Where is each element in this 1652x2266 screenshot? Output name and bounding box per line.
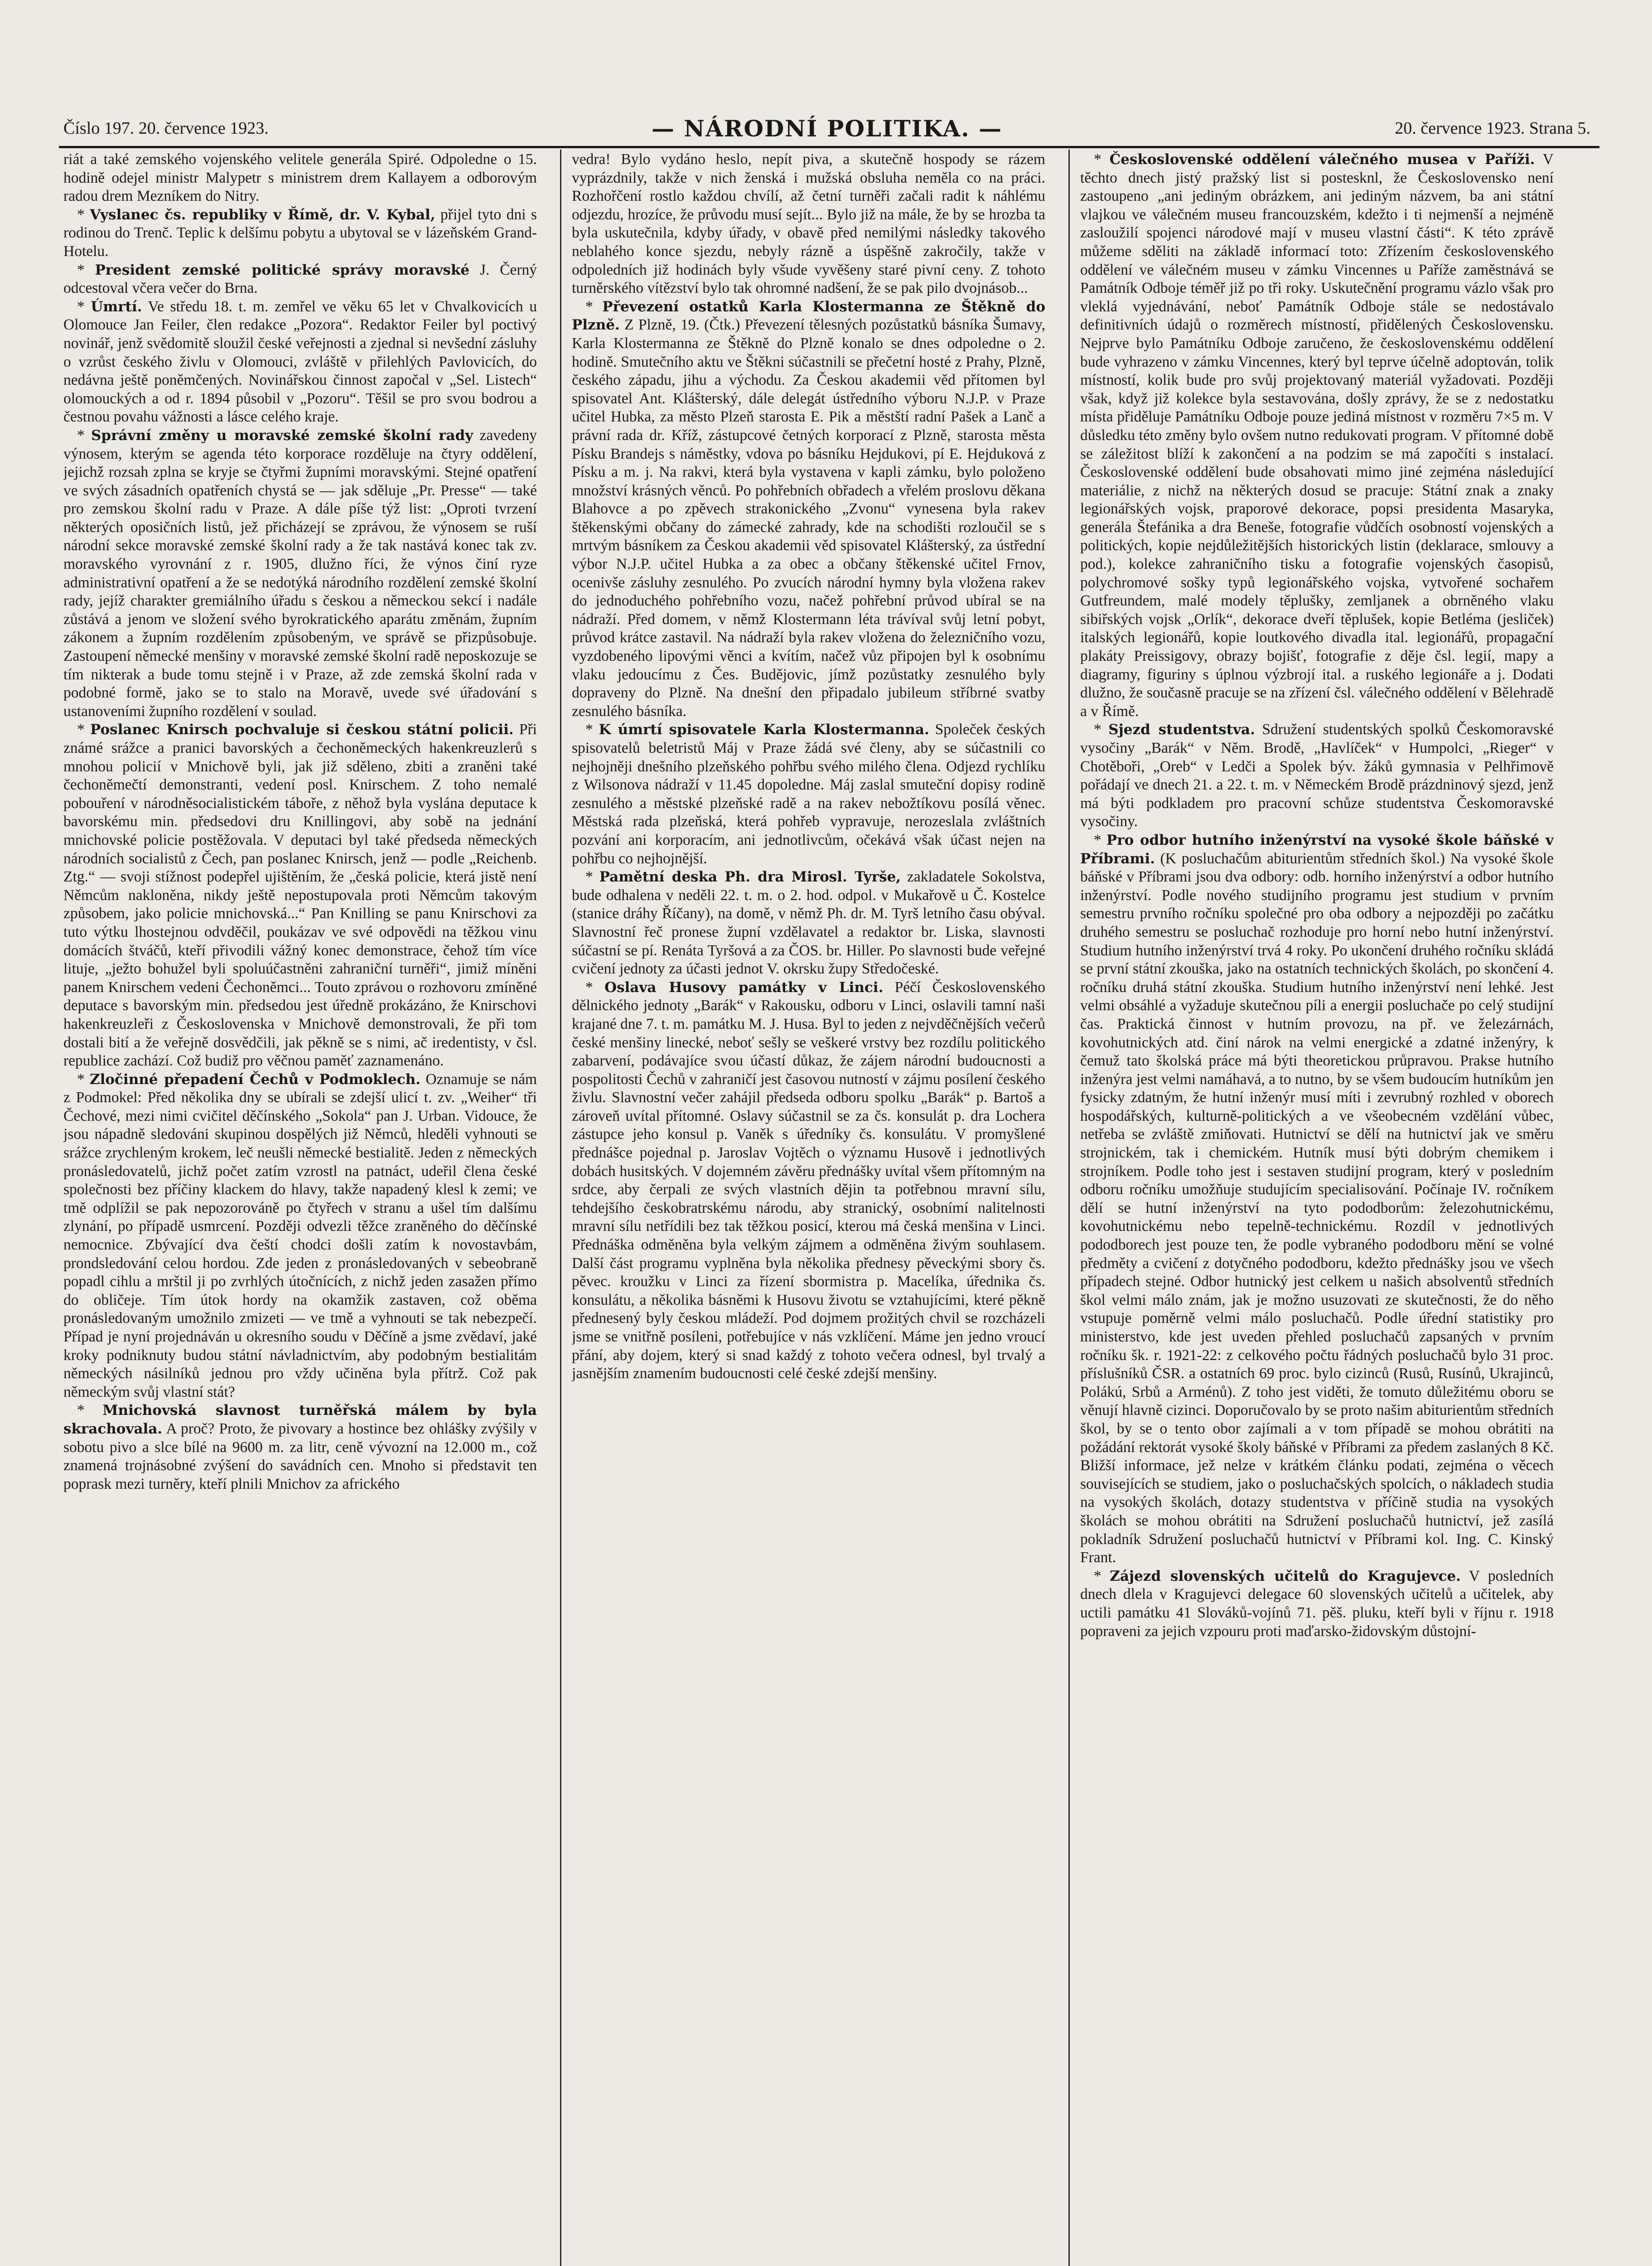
article-paragraph: * Správní změny u moravské zemské školní rady zavedeny výnosem, kterým se agenda této korporace rozděluje na čtyry oddělení, jejichž rozsah zplna se kryje se čtyřmi župními moravskými. Stejné opatření ve svých zásadních opatřeních chystá se — jak sděluje „Pr. Presse“ — také pro zemskou školní radu v Praze. A dále píše týž list: „Oproti tvrzení některých oposičních listů, jež přicházejí se zprávou, že výnosem se ruší národní sekce moravské zemské školní rady a že tak nastává konec tak zv. moravského vyrovnání z r. 1905, dlužno říci, že výnos činí ryze administrativní opatření a že se nedotýká národního rozdělení zemské školní rady, jejíž charakter gremiálního úřadu s českou a německou sekcí i nadále zůstává a jenom ve složení svého byrokratického aparátu změnám, župním zákonem a župním rozdělením způsobeným, ve správě se přizpůsobuje. Zastoupení německé menšiny v moravské zemské školní radě neposkozuje se tím nikterak a bude tomu stejně i v Praze, až zde zemská školní rada v podobné formě, jako se to stalo na Moravě, uvede své úřadování s ustanoveními župního rozdělení v soulad. — [63, 426, 537, 720]
article-headline: Zájezd slovenských učitelů do Kragujevce. — [1110, 1568, 1461, 1584]
article-body: (K posluchačům abiturientům středních škol.) Na vysoké škole báňské v Příbrami jsou dva odbory: odb. horního inženýrství a odbor hutního inženýrství. Podle nového studijního programu jest studium v prvním semestru prvního ročníku společné pro oba odbory a nejpozději po začátku druhého semestru se posluchač rozhoduje pro horní nebo hutní inženýrství. Studium hutního inženýrství trvá 4 roky. Po ukončení druhého ročníku skládá se první státní zkouška, jako na ostatních technických školách, po skončení 4. ročníku druhá státní zkouška. Studium hutního inženýrství není lehké. Jest velmi obsáhlé a vyžaduje skutečnou píli a energii posluchače po celý studijní čas. Praktická činnost v hutním provozu, na př. ve železárnách, kovohutnických atd. činí nárok na velmi energické a zdatné inženýry, k čemuž tato školská práce má býti theoretickou průpravou. Prakse hutního inženýra jest velmi namáhavá, a to nutno, by se všem budoucím hutníkům jen fysicky zdatným, že hutní inženýr musí míti i zevrubný rozhled v oborech hospodářských, kulturně-politických a ve všeobecném vzdělání vůbec, netřeba se zvláště zmiňovati. Hutnictví se dělí na hutnictví jak ve směru strojnickém, tak i chemickém. Hutník musí býti dobrým chemikem i strojníkem. Podle toho jest i sestaven studijní program, který v posledním odboru ročníku umožňuje studujícím specialisování. Počínaje IV. ročníkem dělí se hutní inženýrství na tyto pododborům: železohutnickému, kovohutnickému nebo tepelně-technickému. Rozdíl v jednotlivých pododborech jest pouze ten, že podle vybraného pododboru mění se volné předměty a cvičení z dotyčného pododboru, kdežto přednášky jsou ve všech případech stejné. Odbor hutnický jest celkem u našich absolventů středních škol velmi málo znám, jak je možno usuzovati ze skutečnosti, že do něho vstupuje poměrně velmi málo posluchačů. Podle úřední statistiky pro ministerstvo, kde jest uveden přehled posluchačů zapsaných v prvním ročníku šk. r. 1921-22: z celkového počtu řádných posluchačů bylo 31 proc. příslušníků ČSR. a ostatních 69 proc. bylo cizinců (Rusů, Rusínů, Ukrajinců, Polákú, Srbů a Arménů). Z toho jest viděti, že tomuto důležitému oboru se věnují hlavně cizinci. Doporučovalo by se proto našim abiturientům středních škol, by se o tento obor zajímali a v tom případě se mohou obrátiti na požádání rektorát vysoké školy báňské v Příbrami za předem zaslaných 8 Kč. Bližší informace, jež nelze v krátkém článku podati, zejména o věcech souvisejících se studiem, jako o posluchačských spolcích, o nákladech studia na vysokých školách, dotazy studentstva v příčině studia na vysokých školách se mohou obrátiti na Sdružení posluchačů hutnictví, jež zasílá pokladník Sdružení posluchačů hutnictví v Příbrami kol. Ing. C. Kinský Frant. — [1080, 850, 1554, 1566]
article-paragraph: * Zločinné přepadení Čechů v Podmoklech. Oznamuje se nám z Podmokel: Před několika dny se ubírali se zdejší ulicí t. zv. „Weiher“ tři Čechové, mezi nimi cvičitel děčínského „Sokola“ pan J. Urban. Vidouce, že jsou nápadně sledováni skupinou dospělých již Němců, hleděli vyhnouti se srážce zrychleným krokem, leč neušli německé bestialitě. Jeden z německých pronásledovatelů, jichž počet zatím vzrostl na patnáct, udeřil člena české společnosti bez příčiny klackem do hlavy, takže napadený klesl k zemi; ve tmě odplížil se pak nepozorováně po čtyřech v stranu a ušel tím dalšímu zlynání, po případě usmrcení. Později odvezli těžce zraněného do děčínské nemocnice. Zbývající dva čeští chodci došli zatím k novostavbám, prondsledování celou hordou. Zde jeden z pronásledovaných v sebeobraně popadl cihlu a mrštil ji po zvrhlých útočnících, z nichž jeden zasažen přímo do obličeje. Tím útok hordy na okamžik zastaven, což oběma pronásledovaným umožnilo zmizeti — ve tmě a vyhnouti se tak nebezpečí. Případ je nyní projednáván u okresního soudu v Děčíně a jsme zvědaví, jaké kroky podniknuty budou státní návladnictvím, aby podobným bestialitám německých násilníků jednou pro vždy učiněna byla přítrž. Což pak německým svůj vlastní stát? — [63, 1070, 537, 1400]
column-3 — [1080, 150, 1554, 2266]
article-paragraph: * Oslava Husovy památky v Linci. Péčí Československého dělnického jednoty „Barák“ v Rakousku, odboru v Linci, oslavili tamní naši krajané dne 7. t. m. památku M. J. Husa. Byl to jeden z nejvděčnějších večerů české menšiny linecké, neboť sešly se veškeré vrstvy bez rozdílu politického zabarvení, podávajíce svou účastí důkaz, že zájem národní budoucnosti a pospolitosti Čechů v zahraničí jest časovou nutností v zájmu posílení českého živlu. Slavnostní večer zahájil předseda odboru spolku „Barák“ p. Bartoš a zároveň uvítal přítomné. Oslavy súčastnil se za čs. konsulát p. dra Lochera zástupce jeho konsul p. Vaněk s úředníky čs. konsulátu. V promyšlené přednášce pojednal p. Jaroslav Vojtěch o významu Husově i jednotlivých dobách husitských. V dojemném závěru přednášky uvítal všem přítomným na srdce, aby čerpali ze svých vlastních dějin ta potřebnou mravní sílu, tehdejšího českobratrskému národu, aby stranický, osobnímí nalitelnosti mravní sílu netřídili bez tak těžkou posicí, kterou má česká menšina v Linci. Přednáška odměněna byla velkým zájmem a odměněna živým souhlasem. Další část programu vyplněna byla několika přednesy pěveckými sbory čs. pěvec. kroužku v Linci za řízení sbormistra p. Macelíka, úřednika čs. konsulátu, a několika básněmi k Husovu životu se vztahujícími, které pěkně přednesený byly českou mládeží. Pod dojmem prožitých chvil se rozcházeli jsme se vnitřně posíleni, potřebujíce v nás vzklíčení. Máme jen jedno vroucí přání, aby dojem, který si snad každý z tohoto večera odnesl, byl trvalý a jasnějším znamením budoucnosti celé české zdejší menšiny. — [572, 978, 1045, 1382]
article-headline: Sjezd studentstva. — [1108, 721, 1255, 738]
article-body: Společek českých spisovatelů beletristů Máj v Praze žádá své členy, aby se súčastnili co nejhojněji dnešního plzeňského pohřbu svého milého člena. Odjezd rychlíku z Wilsonova nádraží v 11.45 dopoledne. Máj zaslal smuteční dopisy rodině zesnulého a městské plzeňské radě a na rakev nebožtíkovu posílá věnec. Městská rada plzeňská, která pohřeb vypravuje, nerozeslala zvláštních pozvání ani korporacím, ani jednotlivcům, očekává však účast nejen na pohřbu co nejhojnější. — [572, 721, 1045, 867]
article-paragraph — [63, 150, 537, 206]
article-headline: Vyslanec čs. republiky v Římě, dr. V. Kybal, — [90, 206, 435, 223]
article-body: Péčí Československého dělnického jednoty „Barák“ v Rakousku, odboru v Linci, oslavili tamní naši krajané dne 7. t. m. památku M. J. Husa. Byl to jeden z nejvděčnějších večerů české menšiny linecké, neboť sešly se veškeré vrstvy bez rozdílu politického zabarvení, podávajíce svou účastí důkaz, že zájem národní budoucnosti a pospolitosti Čechů v zahraničí jest časovou nutností v zájmu posílení českého živlu. Slavnostní večer zahájil předseda odboru spolku „Barák“ p. Bartoš a zároveň uvítal přítomné. Oslavy súčastnil se za čs. konsulát p. dra Lochera zástupce jeho konsul p. Vaněk s úředníky čs. konsulátu. V promyšlené přednášce pojednal p. Jaroslav Vojtěch o významu Husově i jednotlivých dobách husitských. V dojemném závěru přednášky uvítal všem přítomným na srdce, aby čerpali ze svých vlastních dějin ta potřebnou mravní sílu, tehdejšího českobratrskému národu, aby stranický, osobnímí nalitelnosti mravní sílu netřídili bez tak těžkou posicí, kterou má česká menšina v Linci. Přednáška odměněna byla velkým zájmem a odměněna živým souhlasem. Další část programu vyplněna byla několika přednesy pěveckými sbory čs. pěvec. kroužku v Linci za řízení sbormistra p. Macelíka, úřednika čs. konsulátu, a několika básněmi k Husovu životu se vztahujícími, které pěkně přednesený byly českou mládeží. Pod dojmem prožitých chvil se rozcházeli jsme se vnitřně posíleni, potřebujíce v nás vzklíčení. Máme jen jedno vroucí přání, aby dojem, který si snad každý z tohoto večera odnesl, byl trvalý a jasnějším znamením budoucnosti celé české zdejší menšiny. — [572, 978, 1045, 1382]
article-headline: Poslanec Knirsch pochvaluje si českou státní policii. — [90, 721, 514, 738]
article-body: J. Černý odcestoval včera večer do Brna. — [63, 261, 537, 297]
article-body: Sdružení studentských spolků Českomoravské vysočiny „Barák“ v Něm. Brodě, „Havlíček“ v Humpolci, „Rieger“ v Chotěboři, „Oreb“ v Ledči a Spolek býv. žáků gymnasia v Pelhřimově pořádají ve dnech 21. a 22. t. m. v Německém Brodě prázdninový sjezd, jenž má býti podkladem pro pracovní schůze studentstva Českomoravské vysočiny. — [1080, 721, 1554, 830]
article-paragraph: * Sjezd studentstva. Sdružení studentských spolků Českomoravské vysočiny „Barák“ v Něm. Brodě, „Havlíček“ v Humpolci, „Rieger“ v Chotěboři, „Oreb“ v Ledči a Spolek býv. žáků gymnasia v Pelhřimově pořádají ve dnech 21. a 22. t. m. v Německém Brodě prázdninový sjezd, jenž má býti podkladem pro pracovní schůze studentstva Českomoravské vysočiny. — [1080, 721, 1554, 830]
article-body: Oznamuje se nám z Podmokel: Před několika dny se ubírali se zdejší ulicí t. zv. „Weiher“ tři Čechové, mezi nimi cvičitel děčínského „Sokola“ pan J. Urban. Vidouce, že jsou nápadně sledováni skupinou dospělých již Němců, hleděli vyhnouti se srážce zrychleným krokem, leč neušli německé bestialitě. Jeden z německých pronásledovatelů, jichž počet zatím vzrostl na patnáct, udeřil člena české společnosti bez příčiny klackem do hlavy, takže napadený klesl k zemi; ve tmě odplížil se pak nepozorováně po čtyřech v stranu a ušel tím dalšímu zlynání, po případě usmrcení. Později odvezli těžce zraněného do děčínské nemocnice. Zbývající dva čeští chodci došli zatím k novostavbám, prondsledování celou hordou. Zde jeden z pronásledovaných v sebeobraně popadl cihlu a mrštil ji po zvrhlých útočnících, z nichž jeden zasažen přímo do obličeje. Tím útok hordy na okamžik zastaven, což oběma pronásledovaným umožnilo zmizeti — ve tmě a vyhnouti se tak nebezpečí. Případ je nyní projednáván u okresního soudu v Děčíně a jsme zvědaví, jaké kroky podniknuty budou státní návladnictvím, aby podobným bestialitám německých násilníků jednou pro vždy učiněna byla přítrž. Což pak německým svůj vlastní stát? — [63, 1070, 537, 1400]
column-2 — [572, 150, 1045, 2266]
article-body: Při známé srážce a pranici bavorských a čechoněmeckých hakenkreuzlerů s mnohou policií v Mnichově byli, jak již sděleno, zbiti a zraněni také čechoněmečtí demonstranti, vedení posl. Knirschem. Z toho nemalé pobouření v národněsocialistickém táboře, z něhož byla vyslána deputace k bavorskému min. předsedovi dru Knillingovi, aby sobě na jednání mnichovské policie postěžovala. V deputaci byl také předseda německých národních socialistů z Čech, pan poslanec Knirsch, jenž — podle „Reichenb. Ztg.“ — svoji stížnost podepřel ujištěním, že „česká policie, která jistě není Němcům nakloněna, nikdy ještě nepostupovala proti Němcům takovým způsobem, jako policie mnichovská...“ Pan Knilling se panu Knirschovi za tuto výtku lhostejnou odvděčil, poukázav ve své odpovědi na těžkou vinu domácích štváčů, kteří přivodili vážný konec demonstrace, čehož tím více lituje, „ježto bohužel byli spoluúčastněni zahraniční turněři“, jimiž míněni panem Knirschem vedeni Čechoněmci... Touto zprávou o rozhovoru zmíněné deputace s bavorským min. předsedou jest úředně prokázáno, že Knirschovi hakenkreuzleři z Československa v Mnichově demonstrovali, že při tom dostali bití a že veřejně dosvědčili, jak pěkně se s nimi, ač iredentisty, v čsl. republice zachází. Což budiž pro věčnou paměť zaznamenáno. — [63, 721, 537, 1070]
column-divider — [560, 150, 561, 2266]
article-paragraph: * Pamětní deska Ph. dra Mirosl. Tyrše, zakladatele Sokolstva, bude odhalena v neděli 22. t. m. o 2. hod. odpol. v Mukařově u Č. Kostelce (stanice dráhy Říčany), na domě, v němž Ph. dr. M. Tyrš letního času obýval. Slavnostní řeč pronese župní vzdělavatel a redaktor br. Liska, slavnosti súčastní se pí. Renáta Tyršová a za ČOS. br. Hiller. Po slavnosti bude veřejné cvičení jednoty za účasti jednot V. okrsku župy Středočeské. — [572, 868, 1045, 978]
article-headline: Mnichovská slavnost turněřská málem by byla skrachovala. — [63, 1402, 537, 1437]
article-body: vedra! Bylo vydáno heslo, nepít piva, a skutečně hospody se rázem vyprázdnily, takže v nich ženská i mužská obsluha neměla co na práci. Rozhořčení rostlo každou chvílí, až četní turněři začali radit k náhlému odjezdu, hrozíce, že průvodu musí sejít... Bylo již na mále, že by se hrozba ta byla uskutečnila, kdyby úřady, v obavě před nemilými následky takového neblahého konce sjezdu, nebyly rázně a úspěšně zakročily, takže v odpoledních již hodinách byly všude vyvěšeny staré pivní ceny. Z tohoto turněrského vítězství bylo tak ohromné nadšení, že se pak pilo dvojnásob... — [572, 151, 1045, 297]
article-paragraph: * Zájezd slovenských učitelů do Kragujevce. V posledních dnech dlela v Kragujevci delegace 60 slovenských učitelů a učitelek, aby uctili památku 41 Slováků-vojínů 71. pěš. pluku, kteří byli v říjnu r. 1918 popraveni za jejich vzpouru proti maďarsko-židovským důstojní- — [1080, 1567, 1554, 1640]
article-body: zakladatele Sokolstva, bude odhalena v neděli 22. t. m. o 2. hod. odpol. v Mukařově u Č. Kostelce (stanice dráhy Říčany), na domě, v němž Ph. dr. M. Tyrš letního času obýval. Slavnostní řeč pronese župní vzdělavatel a redaktor br. Liska, slavnosti súčastní se pí. Renáta Tyršová a za ČOS. br. Hiller. Po slavnosti bude veřejné cvičení jednoty za účasti jednot V. okrsku župy Středočeské. — [572, 868, 1045, 978]
masthead-title: — NÁRODNÍ POLITIKA. — — [651, 115, 1003, 142]
article-headline: Pamětní deska Ph. dra Mirosl. Tyrše, — [599, 869, 901, 886]
article-paragraph: * K úmrtí spisovatele Karla Klostermanna. Společek českých spisovatelů beletristů Máj v Praze žádá své členy, aby se súčastnili co nejhojněji dnešního plzeňského pohřbu svého milého člena. Odjezd rychlíku z Wilsonova nádraží v 11.45 dopoledne. Máj zaslal smuteční dopisy rodině zesnulého a městské plzeňské radě a na rakev nebožtíkovu posílá věnec. Městská rada plzeňská, která pohřeb vypravuje, nerozeslala zvláštních pozvání ani korporacím, ani jednotlivcům, očekává však účast nejen na pohřbu co nejhojnější. — [572, 721, 1045, 867]
article-headline: President zemské politické správy moravské — [95, 261, 470, 278]
article-paragraph: * Převezení ostatků Karla Klostermanna ze Štěkně do Plzně. Z Plzně, 19. (Čtk.) Převezení tělesných pozůstatků básníka Šumavy, Karla Klostermanna ze Štěkně do Plzně konalo se dnes odpoledne o 2. hodině. Smutečního aktu ve Štěkni súčastnili se přečetní hosté z Prahy, Plzně, českého západu, jihu a východu. Za Českou akademii věd přítomen byl spisovatel Ant. Klášterský, dále delegát ústředního výboru N.J.P. v Praze učitel Hubka, za město Plzeň starosta E. Pik a městští radní Pašek a Lanč a právní rada dr. Kříž, zástupcové četných korporací z Plzně, starosta města Písku Brandejs s náměstky, vdova po básníku Hejdukovi, pí E. Hejduková z Písku a m. j. Na rakvi, která byla vystavena v kapli zámku, bylo položeno množství krásných věnců. Po pohřebních obřadech a vřelém proslovu děkana Blahovce a po zpěvech strakonického „Zvonu“ vynesena byla rakev štěkenskými občany do zámecké zahrady, kde na schodišti rozloučil se s mrtvým básníkem za Českou akademii věd spisovatel Klášterský, za ústřední výbor N.J.P. učitel Hubka a za obec a občany štěkenské učitel Frnov, ocenivše zásluhy zesnulého. Po zvucích národní hymny byla vložena rakev do jednoduchého pohřebního vozu, načež pohřební průvod ubíral se na nádraží. Před domem, v němž Klostermann léta trávíval svůj letní pobyt, průvod krátce zastavil. Na nádraží byla rakev vložena do železničního vozu, vyzdobeného lipovými věnci a kvítím, načež vůz připojen byl k osobnímu vlaku jedoucímu z Čes. Budějovic, jímž pozůstatky zesnulého byly dopraveny do Plzně. Na dnešní den připadalo jubileum stříbrné svatby zesnulého básníka. — [572, 298, 1045, 720]
article-headline: Správní změny u moravské zemské školní rady — [91, 427, 473, 444]
article-body: A proč? Proto, že pivovary a hostince bez ohlášky zvýšily v sobotu pivo a slce bílé na 9600 m. za litr, ceně vývozní na 12.000 m., což znamená trojnásobné zvýšení do savádních cen. Mnoho si představit ten poprask mezi turněry, kteří plnili Mnichov za afrického — [63, 1420, 537, 1492]
article-body: Ve středu 18. t. m. zemřel ve věku 65 let v Chvalkovicích u Olomouce Jan Feiler, člen redakce „Pozora“. Redaktor Feiler byl poctivý novinář, jenž svědomitě sloužil české veřejnosti a zjednal si nevšední zásluhy o vzrůst českého živlu v Olomouci, zvláště v přilehlých Pavlovicích, do nedávna ještě poněmčených. Novinářskou činnost započal v „Sel. Listech“ olomouckých a od r. 1894 působil v „Pozoru“. Těšil se pro svou bodrou a čestnou povahu vážnosti a lásce celého kraje. — [63, 298, 537, 426]
column-divider — [1068, 150, 1070, 2266]
page-header — [63, 112, 1590, 144]
article-paragraph: * Úmrtí. Ve středu 18. t. m. zemřel ve věku 65 let v Chvalkovicích u Olomouce Jan Feiler, člen redakce „Pozora“. Redaktor Feiler byl poctivý novinář, jenž svědomitě sloužil české veřejnosti a zjednal si nevšední zásluhy o vzrůst českého živlu v Olomouci, zvláště v přilehlých Pavlovicích, do nedávna ještě poněmčených. Novinářskou činnost započal v „Sel. Listech“ olomouckých a od r. 1894 působil v „Pozoru“. Těšil se pro svou bodrou a čestnou povahu vážnosti a lásce celého kraje. — [63, 298, 537, 426]
article-headline: Československé oddělení válečného musea v Paříži. — [1109, 151, 1535, 168]
article-body: Z Plzně, 19. (Čtk.) Převezení tělesných pozůstatků básníka Šumavy, Karla Klostermanna ze Štěkně do Plzně konalo se dnes odpoledne o 2. hodině. Smutečního aktu ve Štěkni súčastnili se přečetní hosté z Prahy, Plzně, českého západu, jihu a východu. Za Českou akademii věd přítomen byl spisovatel Ant. Klášterský, dále delegát ústředního výboru N.J.P. v Praze učitel Hubka, za město Plzeň starosta E. Pik a městští radní Pašek a Lanč a právní rada dr. Kříž, zástupcové četných korporací z Plzně, starosta města Písku Brandejs s náměstky, vdova po básníku Hejdukovi, pí E. Hejduková z Písku a m. j. Na rakvi, která byla vystavena v kapli zámku, bylo položeno množství krásných věnců. Po pohřebních obřadech a vřelém proslovu děkana Blahovce a po zpěvech strakonického „Zvonu“ vynesena byla rakev štěkenskými občany do zámecké zahrady, kde na schodišti rozloučil se s mrtvým básníkem za Českou akademii věd spisovatel Klášterský, za ústřední výbor N.J.P. učitel Hubka a za obec a občany štěkenské učitel Frnov, ocenivše zásluhy zesnulého. Po zvucích národní hymny byla vložena rakev do jednoduchého pohřebního vozu, načež pohřební průvod ubíral se na nádraží. Před domem, v němž Klostermann léta trávíval svůj letní pobyt, průvod krátce zastavil. Na nádraží byla rakev vložena do železničního vozu, vyzdobeného lipovými věnci a kvítím, načež vůz připojen byl k osobnímu vlaku jedoucímu z Čes. Budějovic, jímž pozůstatky zesnulého byly dopraveny do Plzně. Na dnešní den připadalo jubileum stříbrné svatby zesnulého básníka. — [572, 316, 1045, 720]
article-headline: Oslava Husovy památky v Linci. — [604, 979, 884, 996]
article-headline: K úmrtí spisovatele Karla Klostermanna. — [599, 721, 929, 738]
article-body: přijel tyto dni s rodinou do Trenč. Teplic k delšímu pobytu a ubytoval se v lázeňském Grand-Hotelu. — [63, 206, 537, 260]
article-paragraph: * Pro odbor hutního inženýrství na vysoké škole báňské v Příbrami. (K posluchačům abiturientům středních škol.) Na vysoké škole báňské v Příbrami jsou dva odbory: odb. horního inženýrství a odbor hutního inženýrství. Podle nového studijního programu jest studium v prvním semestru prvního ročníku společné pro oba odbory a nejpozději po začátku druhého semestru se posluchač rozhoduje pro horní nebo hutní inženýrství. Studium hutního inženýrství trvá 4 roky. Po ukončení druhého ročníku skládá se první státní zkouška, jako na ostatních technických školách, po skončení 4. ročníku druhá státní zkouška. Studium hutního inženýrství není lehké. Jest velmi obsáhlé a vyžaduje skutečnou píli a energii posluchače po celý studijní čas. Praktická činnost v hutním provozu, na př. ve železárnách, kovohutnických atd. činí nárok na velmi energické a zdatné inženýry, k čemuž tato školská práce má býti theoretickou průpravou. Prakse hutního inženýra jest velmi namáhavá, a to nutno, by se všem budoucím hutníkům jen fysicky zdatným, že hutní inženýr musí míti i zevrubný rozhled v oborech hospodářských, kulturně-politických a ve všeobecném vzdělání vůbec, netřeba se zvláště zmiňovati. Hutnictví se dělí na hutnictví jak ve směru strojnickém, tak i chemickém. Hutník musí býti dobrým chemikem i strojníkem. Podle toho jest i sestaven studijní program, který v posledním odboru ročníku umožňuje studujícím specialisování. Počínaje IV. ročníkem dělí se hutní inženýrství na tyto pododborům: železohutnickému, kovohutnickému nebo tepelně-technickému. Rozdíl v jednotlivých pododborech jest pouze ten, že podle vybraného pododboru mění se volné předměty a cvičení z dotyčného pododboru, kdežto přednášky jsou ve všech případech stejné. Odbor hutnický jest celkem u našich absolventů středních škol velmi málo znám, jak je možno usuzovati ze skutečnosti, že do něho vstupuje poměrně velmi málo posluchačů. Podle úřední statistiky pro ministerstvo, kde jest uveden přehled posluchačů zapsaných v prvním ročníku šk. r. 1921-22: z celkového počtu řádných posluchačů bylo 31 proc. příslušníků ČSR. a ostatních 69 proc. bylo cizinců (Rusů, Rusínů, Ukrajinců, Polákú, Srbů a Arménů). Z toho jest viděti, že tomuto důležitému oboru se věnují hlavně cizinci. Doporučovalo by se proto našim abiturientům středních škol, by se o tento obor zajímali a v tom případě se mohou obrátiti na požádání rektorát vysoké školy báňské v Příbrami za předem zaslaných 8 Kč. Bližší informace, jež nelze v krátkém článku podati, zejména o věcech souvisejících se studiem, jako o posluchačských spolcích, o nákladech studia na vysokých školách, dotazy studentstva v příčině studia na vysokých školách se mohou obrátiti na Sdružení posluchačů hutnictví, jež zasílá pokladník Sdružení posluchačů hutnictví v Příbrami kol. Ing. C. Kinský Frant. — [1080, 831, 1554, 1566]
article-body: riát a také zemského vojenského velitele generála Spiré. Odpoledne o 15. hodině odejel ministr Malypetr s ministrem drem Kallayem a odborovým radou drem Mezníkem do Nitry. — [63, 151, 537, 205]
article-body: zavedeny výnosem, kterým se agenda této korporace rozděluje na čtyry oddělení, jejichž rozsah zplna se kryje se čtyřmi župními moravskými. Stejné opatření ve svých zásadních opatřeních chystá se — jak sděluje „Pr. Presse“ — také pro zemskou školní radu v Praze. A dále píše týž list: „Oproti tvrzení některých oposičních listů, jež přicházejí se zprávou, že výnosem se ruší národní sekce moravské zemské školní rady a že tak nastává konec tak zv. moravského vyrovnání z r. 1905, dlužno říci, že výnos činí ryze administrativní opatření a že se nedotýká národního rozdělení zemské školní rady, jejíž charakter gremiálního úřadu s českou a německou sekcí i nadále zůstává a jenom ve složení svého byrokratického aparátu změnám, župním zákonem a župním rozdělením způsobeným, ve správě se přizpůsobuje. Zastoupení německé menšiny v moravské zemské školní radě neposkozuje se tím nikterak a bude tomu stejně i v Praze, až zde zemská školní rada v podobné formě, jako se to stalo na Moravě, uvede své úřadování s ustanoveními župního rozdělení v soulad. — [63, 426, 537, 720]
column-1 — [63, 150, 537, 2266]
article-headline: Úmrtí. — [91, 298, 142, 315]
article-body: V posledních dnech dlela v Kragujevci delegace 60 slovenských učitelů a učitelek, aby uctili památku 41 Slováků-vojínů 71. pěš. pluku, kteří byli v říjnu r. 1918 popraveni za jejich vzpouru proti maďarsko-židovským důstojní- — [1080, 1567, 1554, 1640]
article-headline: Zločinné přepadení Čechů v Podmoklech. — [89, 1071, 421, 1088]
article-paragraph: * Mnichovská slavnost turněřská málem by byla skrachovala. A proč? Proto, že pivovary a hostince bez ohlášky zvýšily v sobotu pivo a slce bílé na 9600 m. za litr, ceně vývozní na 12.000 m., což znamená trojnásobné zvýšení do savádních cen. Mnoho si představit ten poprask mezi turněry, kteří plnili Mnichov za afrického — [63, 1402, 537, 1492]
header-issue-date: Číslo 197. 20. července 1923. — [63, 119, 269, 138]
article-paragraph: * Poslanec Knirsch pochvaluje si českou státní policii. Při známé srážce a pranici bavorských a čechoněmeckých hakenkreuzlerů s mnohou policií v Mnichově byli, jak již sděleno, zbiti a zraněni také čechoněmečtí demonstranti, vedení posl. Knirschem. Z toho nemalé pobouření v národněsocialistickém táboře, z něhož byla vyslána deputace k bavorskému min. předsedovi dru Knillingovi, aby sobě na jednání mnichovské policie postěžovala. V deputaci byl také předseda německých národních socialistů z Čech, pan poslanec Knirsch, jenž — podle „Reichenb. Ztg.“ — svoji stížnost podepřel ujištěním, že „česká policie, která jistě není Němcům nakloněna, nikdy ještě nepostupovala proti Němcům takovým způsobem, jako policie mnichovská...“ Pan Knilling se panu Knirschovi za tuto výtku lhostejnou odvděčil, poukázav ve své odpovědi na těžkou vinu domácích štváčů, kteří přivodili vážný konec demonstrace, čehož tím více lituje, „ježto bohužel byli spoluúčastněni zahraniční turněři“, jimiž míněni panem Knirschem vedeni Čechoněmci... Touto zprávou o rozhovoru zmíněné deputace s bavorským min. předsedou jest úředně prokázáno, že Knirschovi hakenkreuzleři z Československa v Mnichově demonstrovali, že při tom dostali bití a že veřejně dosvědčili, jak pěkně se s nimi, ač iredentisty, v čsl. republice zachází. Což budiž pro věčnou paměť zaznamenáno. — [63, 721, 537, 1070]
header-date-page: 20. července 1923. Strana 5. — [1395, 119, 1590, 138]
article-paragraph — [572, 150, 1045, 298]
article-headline: Pro odbor hutního inženýrství na vysoké škole báňské v Příbrami. — [1080, 832, 1554, 867]
article-body: V těchto dnech jistý pražský list si postesknl, že Československo není zastoupeno „ani jediným obrázkem, ani jediným názvem, ba ani státní vlajkou ve válečném museu francouzském, kdežto i ti nejmenší a nejméně zasloužilí spojenci národové mají v museu vlastní části“. K této zprávě můžeme sděliti na základě informací toto: Zřízením československého oddělení ve válečném museu v zámku Vincennes u Paříže zaměstnává se Památník Odboje téměř již po tři roky. Uskutečnění programu vázlo však pro vleklá vyjednávání, neboť Památník Odboje stále se nedostávalo definitivních údajů o rozměrech místností, přidělených Československu. Nejprve bylo Památníku Odboje zaručeno, že československému oddělení bude vyhrazeno v zámku Vincennes, který byl teprve účelně adoptován, tolik místností, kolik bude pro svůj projektovaný materiál vyžadovati. Později však, když již kolekce byla sestavována, došly zprávy, že se z nedostatku místa přiděluje Památníku Odboje pouze jediná místnost v rozměru 7×5 m. V důsledku této změny bylo ovšem nutno redukovati program. V přítomné době se záležitost blíží k zakončení a na podzim se má započíti s instalací. Československé oddělení bude obsahovati mimo jiné zejména následující materiálie, z nichž na některých dosud se pracuje: Státní znak a znaky legionářských vojsk, praporové dekorace, popsi presidenta Masaryka, generála Štefánika a dra Beneše, fotografie vůdčích osobností vojenských a politických, kopie nejdůležitějších historických listin (deklarace, smlouvy a pod.), kolekce zahraničního tisku a fotografie vojenských časopisů, polychromové sošky typů legionářského vojska, vytvořené sochařem Gutfreundem, malé modely těplušky, zemljanek a obrněného vlaku sibiřských vojsk „Orlík“, dekorace dveří těplušek, kopie Betléma (jesliček) italských legionářů, kopie loutkového divadla ital. legionářů, propagační plakáty Preissigovy, obrazy bojišť, fotografie z děje čsl. legií, mapy a diagramy, figuriny s úplnou výzbrojí ital. a ruského legionáře a j. Dodati dlužno, že současně pracuje se na zřízení čsl. válečného oddělení v Bělehradě a v Římě. — [1080, 151, 1554, 720]
header-rule — [59, 146, 1599, 148]
article-paragraph: * Československé oddělení válečného musea v Paříži. V těchto dnech jistý pražský list si postesknl, že Československo není zastoupeno „ani jediným obrázkem, ani jediným názvem, ba ani státní vlajkou ve válečném museu francouzském, kdežto i ti nejmenší a nejméně zasloužilí spojenci národové mají v museu vlastní části“. K této zprávě můžeme sděliti na základě informací toto: Zřízením československého oddělení ve válečném museu v zámku Vincennes u Paříže zaměstnává se Památník Odboje téměř již po tři roky. Uskutečnění programu vázlo však pro vleklá vyjednávání, neboť Památník Odboje stále se nedostávalo definitivních údajů o rozměrech místností, přidělených Československu. Nejprve bylo Památníku Odboje zaručeno, že československému oddělení bude vyhrazeno v zámku Vincennes, který byl teprve účelně adoptován, tolik místností, kolik bude pro svůj projektovaný materiál vyžadovati. Později však, když již kolekce byla sestavována, došly zprávy, že se z nedostatku místa přiděluje Památníku Odboje pouze jediná místnost v rozměru 7×5 m. V důsledku této změny bylo ovšem nutno redukovati program. V přítomné době se záležitost blíží k zakončení a na podzim se má započíti s instalací. Československé oddělení bude obsahovati mimo jiné zejména následující materiálie, z nichž na některých dosud se pracuje: Státní znak a znaky legionářských vojsk, praporové dekorace, popsi presidenta Masaryka, generála Štefánika a dra Beneše, fotografie vůdčích osobností vojenských a politických, kopie nejdůležitějších historických listin (deklarace, smlouvy a pod.), kolekce zahraničního tisku a fotografie vojenských časopisů, polychromové sošky typů legionářského vojska, vytvořené sochařem Gutfreundem, malé modely těplušky, zemljanek a obrněného vlaku sibiřských vojsk „Orlík“, dekorace dveří těplušek, kopie Betléma (jesliček) italských legionářů, kopie loutkového divadla ital. legionářů, propagační plakáty Preissigovy, obrazy bojišť, fotografie z děje čsl. legií, mapy a diagramy, figuriny s úplnou výzbrojí ital. a ruského legionáře a j. Dodati dlužno, že současně pracuje se na zřízení čsl. válečného oddělení v Bělehradě a v Římě. — [1080, 151, 1554, 720]
article-paragraph: * President zemské politické správy moravské J. Černý odcestoval včera večer do Brna. — [63, 261, 537, 297]
article-headline: Převezení ostatků Karla Klostermanna ze Štěkně do Plzně. — [572, 298, 1045, 334]
article-paragraph: * Vyslanec čs. republiky v Římě, dr. V. Kybal, přijel tyto dni s rodinou do Trenč. Teplic k delšímu pobytu a ubytoval se v lázeňském Grand-Hotelu. — [63, 206, 537, 260]
